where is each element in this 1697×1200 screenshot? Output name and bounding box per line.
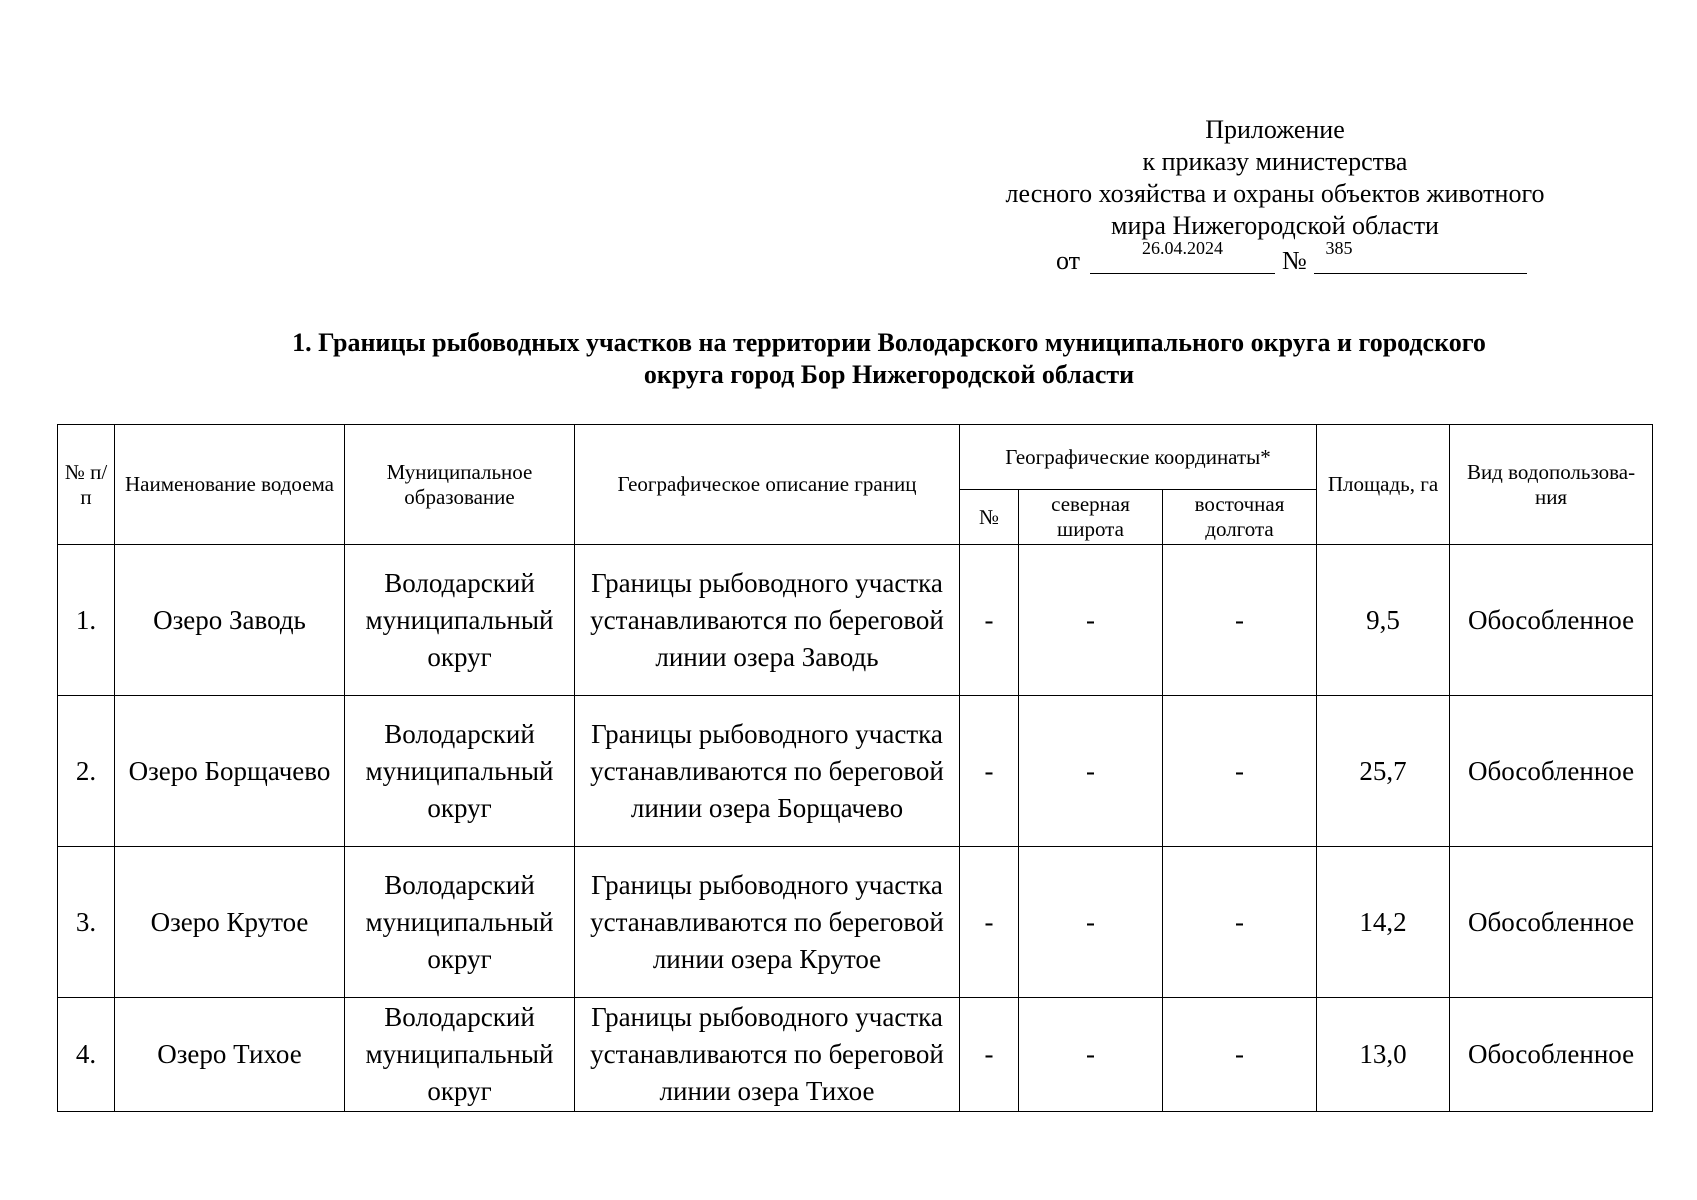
- cell-num: 2.: [58, 696, 115, 847]
- header-usage: Вид водопользова-ния: [1450, 425, 1653, 545]
- cell-coord-num: -: [960, 998, 1019, 1112]
- header-row: [58, 425, 1653, 490]
- document-title: [190, 327, 1588, 391]
- number-underline: [1314, 273, 1527, 274]
- number-label: №: [1282, 246, 1307, 275]
- appendix-header: [960, 114, 1590, 242]
- cell-north: -: [1019, 696, 1163, 847]
- cell-description: Границы рыбоводного участка устанавливаются по береговой линии озера Заводь: [575, 545, 960, 696]
- table-row: [58, 998, 1653, 1112]
- appendix-line: Приложение: [1205, 115, 1345, 144]
- cell-east: -: [1163, 696, 1317, 847]
- cell-name: Озеро Тихое: [115, 998, 345, 1112]
- cell-name: Озеро Борщачево: [115, 696, 345, 847]
- cell-num: 1.: [58, 545, 115, 696]
- header-east-longitude: восточная долгота: [1163, 490, 1317, 545]
- cell-description: Границы рыбоводного участка устанавливаются по береговой линии озера Крутое: [575, 847, 960, 998]
- order-date-number-line: [1050, 238, 1570, 282]
- cell-east: -: [1163, 847, 1317, 998]
- header-name: Наименование водоема: [115, 425, 345, 545]
- header-north-latitude: северная широта: [1019, 490, 1163, 545]
- date-underline: [1090, 273, 1275, 274]
- cell-num: 4.: [58, 998, 115, 1112]
- cell-coord-num: -: [960, 847, 1019, 998]
- table-row: [58, 545, 1653, 696]
- header-coord-num: №: [960, 490, 1019, 545]
- title-line-1: 1. Границы рыбоводных участков на территории Володарского муниципального округа и городского: [292, 328, 1486, 357]
- order-date: 26.04.2024: [1142, 238, 1223, 258]
- cell-usage: Обособленное: [1450, 998, 1653, 1112]
- cell-name: Озеро Крутое: [115, 847, 345, 998]
- cell-coord-num: -: [960, 545, 1019, 696]
- appendix-line: мира Нижегородской области: [1111, 211, 1439, 240]
- table-row: [58, 696, 1653, 847]
- cell-usage: Обособленное: [1450, 696, 1653, 847]
- cell-municipality: Володарский муниципальный округ: [345, 998, 575, 1112]
- order-number: 385: [1325, 238, 1353, 258]
- appendix-line: к приказу министерства: [1142, 147, 1408, 176]
- cell-north: -: [1019, 998, 1163, 1112]
- fish-farming-sites-table: [57, 424, 1653, 1112]
- appendix-line: лесного хозяйства и охраны объектов животного: [1005, 179, 1545, 208]
- cell-num: 3.: [58, 847, 115, 998]
- cell-area: 13,0: [1317, 998, 1450, 1112]
- cell-description: Границы рыбоводного участка устанавливаются по береговой линии озера Тихое: [575, 998, 960, 1112]
- header-description: Географическое описание границ: [575, 425, 960, 545]
- title-line-2: округа город Бор Нижегородской области: [643, 360, 1135, 389]
- cell-municipality: Володарский муниципальный округ: [345, 545, 575, 696]
- cell-municipality: Володарский муниципальный округ: [345, 847, 575, 998]
- cell-north: -: [1019, 847, 1163, 998]
- cell-east: -: [1163, 998, 1317, 1112]
- cell-usage: Обособленное: [1450, 847, 1653, 998]
- cell-area: 14,2: [1317, 847, 1450, 998]
- header-num: № п/п: [58, 425, 115, 545]
- table-row: [58, 847, 1653, 998]
- cell-area: 9,5: [1317, 545, 1450, 696]
- cell-area: 25,7: [1317, 696, 1450, 847]
- cell-coord-num: -: [960, 696, 1019, 847]
- cell-usage: Обособленное: [1450, 545, 1653, 696]
- cell-description: Границы рыбоводного участка устанавливаются по береговой линии озера Борщачево: [575, 696, 960, 847]
- header-municipality: Муниципальное образование: [345, 425, 575, 545]
- cell-north: -: [1019, 545, 1163, 696]
- cell-municipality: Володарский муниципальный округ: [345, 696, 575, 847]
- header-coordinates: Географические координаты*: [960, 425, 1317, 490]
- header-area: Площадь, га: [1317, 425, 1450, 545]
- cell-east: -: [1163, 545, 1317, 696]
- cell-name: Озеро Заводь: [115, 545, 345, 696]
- from-label: от: [1056, 246, 1081, 275]
